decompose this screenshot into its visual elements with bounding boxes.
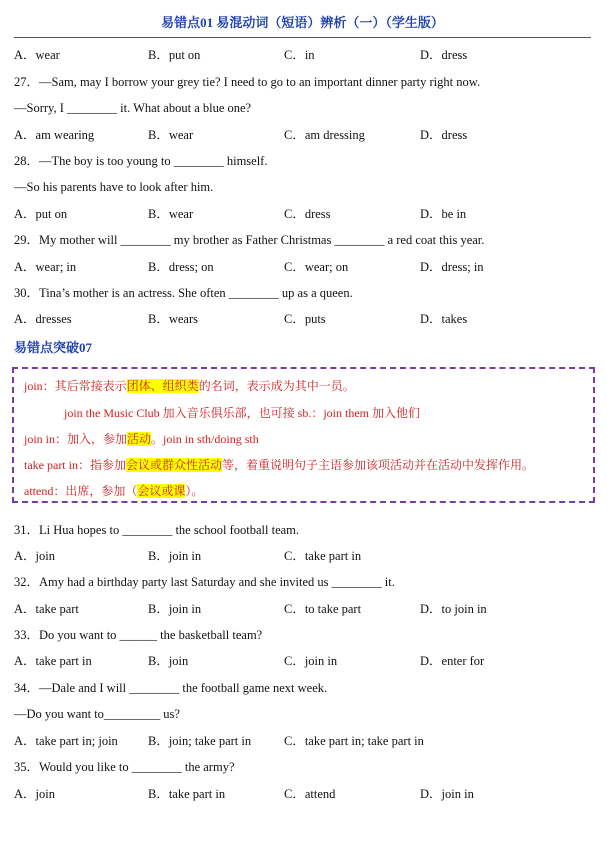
option-b: B．join [148,654,189,668]
option-a: A．join [14,787,55,801]
option-a: A．dresses [14,312,72,326]
option-b: B．join; take part in [148,734,252,748]
question-text: —Sorry, I ________ it. What about a blue one? [14,101,252,115]
option-c: C．am dressing [284,128,365,142]
option-a: A．take part [14,602,79,616]
question-text: 34．—Dale and I will ________ the football game next week. [14,681,328,695]
note-attend [24,482,203,500]
option-d: D．dress; in [420,260,484,274]
notes-box [12,367,595,503]
option-d: D．to join in [420,602,487,616]
note-text: 。join in sth/doing sth [151,432,259,446]
question-text: 32．Amy had a birthday party last Saturday and she invited us ________ it. [14,575,395,589]
option-b: B．take part in [148,787,226,801]
note-text: join：其后常接表示 [24,379,127,393]
question-text: 27．—Sam, may I borrow your grey tie? I need to go to an important dinner party right now. [14,75,481,89]
note-take-part-in [24,456,534,474]
option-b: B．wears [148,312,198,326]
question-text: —Do you want to_________ us? [14,707,180,721]
highlight: 会议或群众性活动 [125,458,222,472]
option-b: B．join in [148,549,202,563]
option-a: A．take part in; join [14,734,118,748]
question-text: 33．Do you want to ______ the basketball team? [14,628,263,642]
note-text: 的名词，表示成为其中一员。 [198,379,355,393]
question-text: 35．Would you like to ________ the army? [14,760,235,774]
option-a: A．join [14,549,55,563]
highlight: 团体、组织类 [126,379,199,393]
highlight: 活动 [127,432,152,446]
question-text: —So his parents have to look after him. [14,180,214,194]
option-d: D．join in [420,787,474,801]
question-text: 28．—The boy is too young to ________ himself. [14,154,268,168]
option-b: B．wear [148,207,194,221]
note-join [24,377,355,395]
question-text: 30．Tina’s mother is an actress. She often ________ up as a queen. [14,286,353,300]
page-title: 易错点01 易混动词（短语）辨析（一）（学生版） [161,15,444,30]
question-text: 29．My mother will ________ my brother as Father Christmas ________ a red coat this year. [14,233,485,247]
option-c: C．take part in [284,549,362,563]
note-text: ）。 [185,484,204,498]
option-c: C．to take part [284,602,362,616]
option-a: A．wear; in [14,260,77,274]
option-a: A．wear [14,48,60,62]
option-d: D．enter for [420,654,485,668]
header-divider [14,37,591,38]
option-a: A．put on [14,207,68,221]
option-b: B．dress; on [148,260,214,274]
option-a: A．take part in [14,654,92,668]
note-text: join in：加入，参加 [24,432,128,446]
highlight: 会议或课 [137,484,186,498]
option-c: C．wear; on [284,260,349,274]
note-join-example: join the Music Club 加入音乐俱乐部，也可接 sb.：join them 加入他们 [64,406,420,420]
note-text: attend：出席，参加（ [24,484,138,498]
option-c: C．puts [284,312,326,326]
option-c: C．join in [284,654,338,668]
option-d: D．takes [420,312,468,326]
option-b: B．put on [148,48,201,62]
question-text: 31．Li Hua hopes to ________ the school football team. [14,523,300,537]
note-join-in [24,430,259,448]
option-c: C．in [284,48,315,62]
note-text: take part in：指参加 [24,458,126,472]
option-c: C．take part in; take part in [284,734,424,748]
option-a: A．am wearing [14,128,95,142]
option-b: B．join in [148,602,202,616]
option-d: D．dress [420,128,468,142]
option-d: D．be in [420,207,467,221]
option-d: D．dress [420,48,468,62]
note-text: 等，着重说明句子主语参加该项活动并在活动中发挥作用。 [222,458,535,472]
option-c: C．dress [284,207,331,221]
option-b: B．wear [148,128,194,142]
section-title: 易错点突破07 [14,340,93,355]
option-c: C．attend [284,787,336,801]
